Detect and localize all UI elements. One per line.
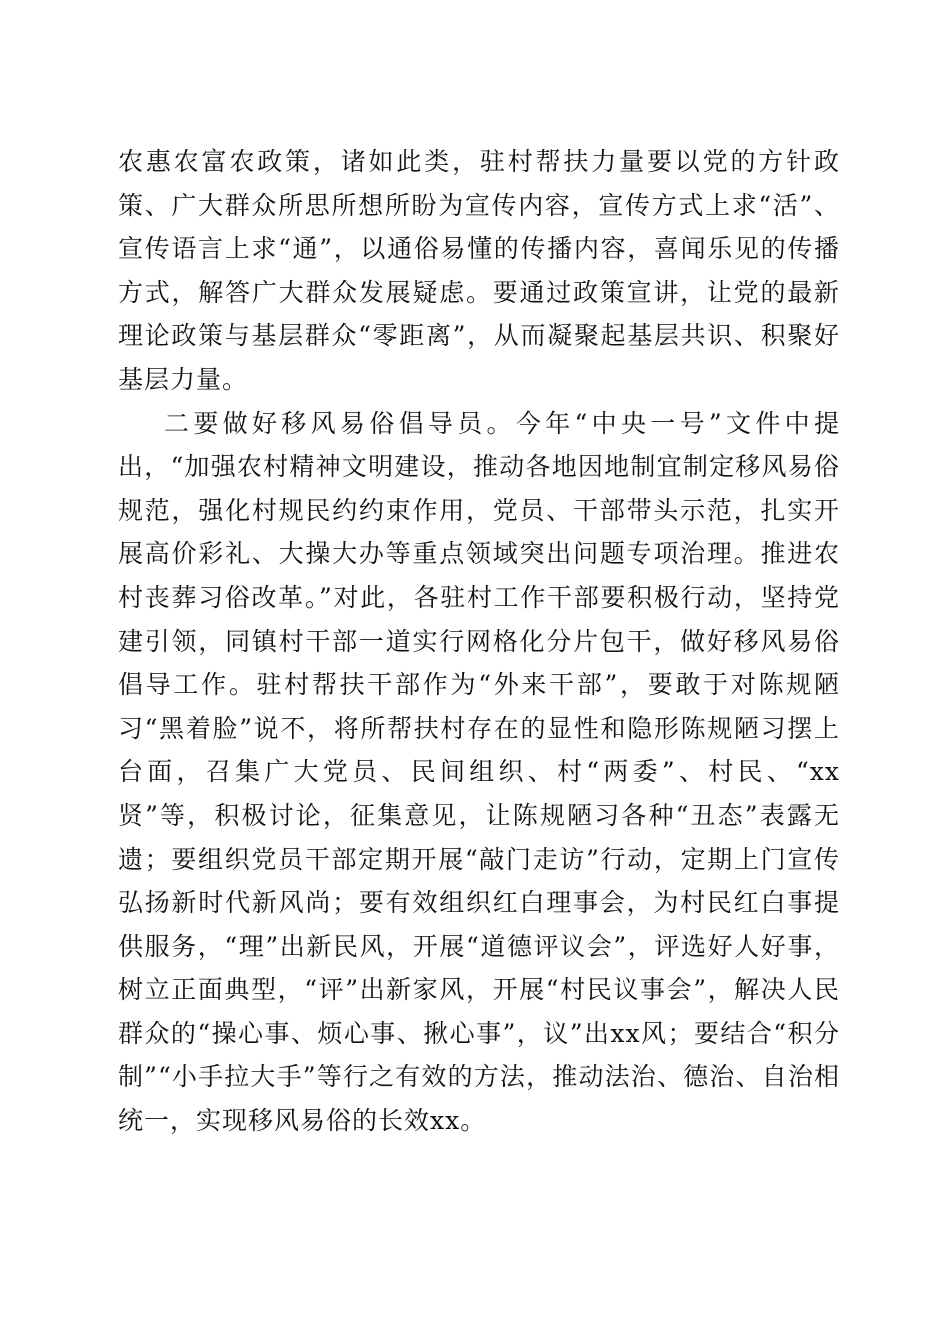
paragraph-1: 农惠农富农政策，诸如此类，驻村帮扶力量要以党的方针政策、广大群众所思所想所盼为宣传内容，宣传方式上求“活”、宣传语言上求“通”，以通俗易懂的传播内容，喜闻乐见的传播方式，解答广大群众发展疑虑。要通过政策宣讲，让党的最新理论政策与基层群众“零距离”，从而凝聚起基层共识、积聚好基层力量。 xyxy=(118,147,840,394)
document-body xyxy=(118,140,840,1143)
paragraph-2: 二要做好移风易俗倡导员。今年“中央一号”文件中提出，“加强农村精神文明建设，推动各地因地制宜制定移风易俗规范，强化村规民约约束作用，党员、干部带头示范，扎实开展高价彩礼、大操大办等重点领域突出问题专项治理。推进农村丧葬习俗改革。”对此，各驻村工作干部要积极行动，坚持党建引领，同镇村干部一道实行网格化分片包干，做好移风易俗倡导工作。驻村帮扶干部作为“外来干部”，要敢于对陈规陋习“黑着脸”说不，将所帮扶村存在的显性和隐形陈规陋习摆上台面，召集广大党员、民间组织、村“两委”、村民、“xx贤”等，积极讨论，征集意见，让陈规陋习各种“丑态”表露无遗；要组织党员干部定期开展“敲门走访”行动，定期上门宣传弘扬新时代新风尚；要有效组织红白理事会，为村民红白事提供服务，“理”出新民风，开展“道德评议会”，评选好人好事，树立正面典型，“评”出新家风，开展“村民议事会”，解决人民群众的“操心事、烦心事、揪心事”，议”出xx风；要结合“积分制”“小手拉大手”等行之有效的方法，推动法治、德治、自治相统一，实现移风易俗的长效xx。 xyxy=(118,408,840,1136)
